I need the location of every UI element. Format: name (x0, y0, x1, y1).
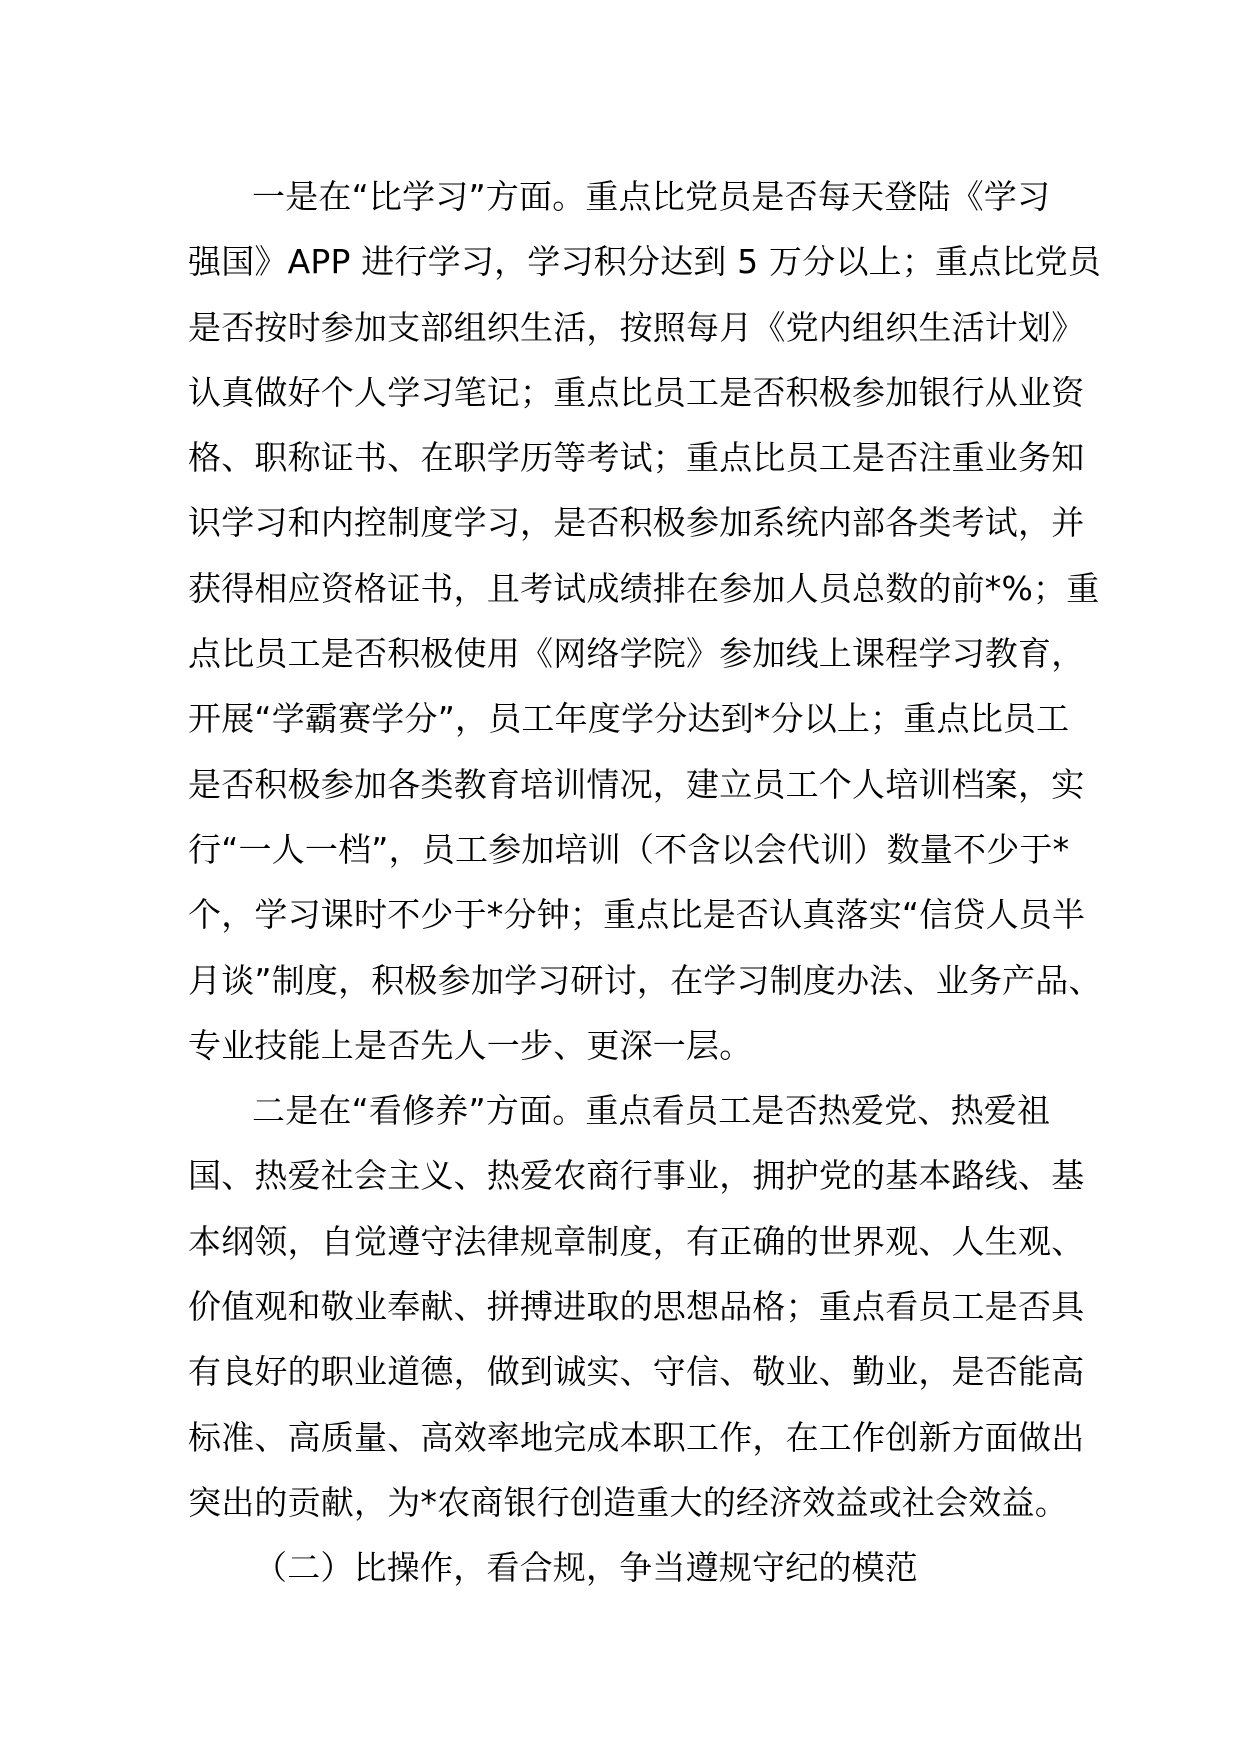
section-heading: （二）比操作，看合规，争当遵规守纪的模范 (254, 1548, 918, 1588)
paragraph-kan-xiuyang (188, 1078, 1085, 1535)
paragraph-line: 认真做好个人学习笔记；重点比员工是否积极参加银行从业资 (188, 372, 1085, 412)
paragraph-line: 点比员工是否积极使用《网络学院》参加线上课程学习教育， (188, 634, 1085, 674)
paragraph-line: 个，学习课时不少于*分钟；重点比是否认真落实“信贷人员半 (188, 895, 1086, 935)
paragraph-line: 是否积极参加各类教育培训情况，建立员工个人培训档案，实 (188, 764, 1085, 804)
paragraph-line: 突出的贡献，为*农商银行创造重大的经济效益或社会效益。 (188, 1482, 1068, 1522)
paragraph-line: 价值观和敬业奉献、拼搏进取的思想品格；重点看员工是否具 (188, 1287, 1085, 1327)
paragraph-line: 专业技能上是否先人一步、更深一层。 (188, 1025, 753, 1065)
paragraph-line: 本纲领，自觉遵守法律规章制度，有正确的世界观、人生观、 (188, 1221, 1085, 1261)
paragraph-line: 获得相应资格证书，且考试成绩排在参加人员总数的前*%；重 (188, 568, 1100, 608)
paragraph-line: 是否按时参加支部组织生活，按照每月《党内组织生活计划》 (188, 307, 1085, 347)
paragraph-line: 二是在“看修养”方面。重点看员工是否热爱党、热爱祖 (252, 1091, 1051, 1131)
paragraph-line: 强国》APP 进行学习，学习积分达到 5 万分以上；重点比党员 (188, 242, 1102, 282)
paragraph-line: 行“一人一档”，员工参加培训（不含以会代训）数量不少于* (188, 829, 1070, 869)
paragraph-line: 格、职称证书、在职学历等考试；重点比员工是否注重业务知 (188, 438, 1085, 478)
paragraph-line: 月谈”制度，积极参加学习研讨，在学习制度办法、业务产品、 (188, 960, 1102, 1000)
document-body (188, 164, 1102, 1601)
paragraph-line: 有良好的职业道德，做到诚实、守信、敬业、勤业，是否能高 (188, 1352, 1085, 1392)
paragraph-line: 一是在“比学习”方面。重点比党员是否每天登陆《学习 (252, 177, 1051, 216)
paragraph-bi-xuexi (188, 164, 1102, 1078)
paragraph-line: 识学习和内控制度学习，是否积极参加系统内部各类考试，并 (188, 503, 1085, 543)
paragraph-line: 国、热爱社会主义、热爱农商行事业，拥护党的基本路线、基 (188, 1156, 1085, 1196)
paragraph-line: 标准、高质量、高效率地完成本职工作，在工作创新方面做出 (188, 1417, 1085, 1457)
paragraph-line: 开展“学霸赛学分”，员工年度学分达到*分以上；重点比员工 (188, 699, 1070, 739)
